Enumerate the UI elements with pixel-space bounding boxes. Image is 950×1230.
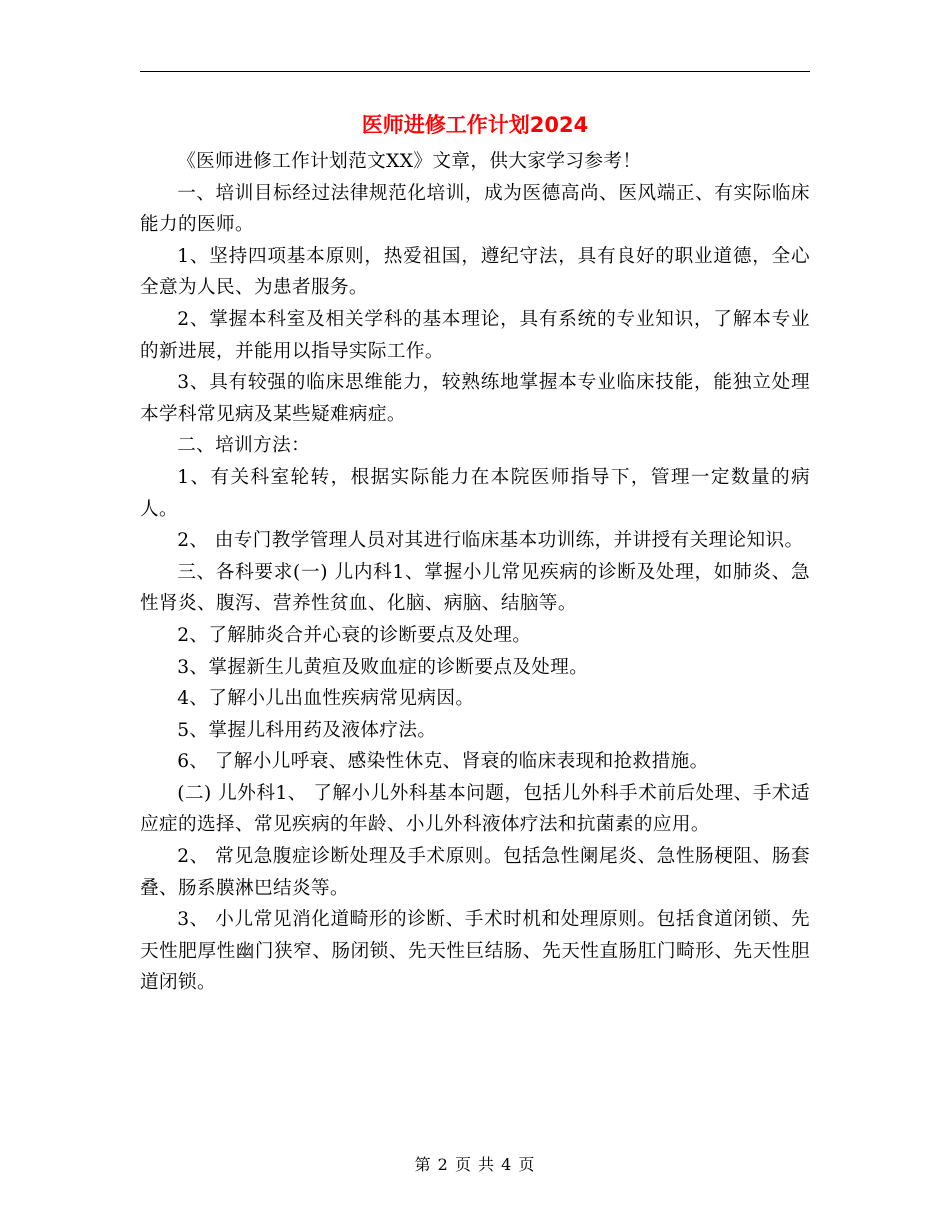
paragraph-method-1: 1、有关科室轮转，根据实际能力在本院医师指导下，管理一定数量的病人。 bbox=[140, 466, 810, 520]
paragraph-pediatrics-6: 6、 了解小儿呼衰、感染性休克、肾衰的临床表现和抢救措施。 bbox=[177, 751, 709, 773]
paragraph-pediatrics-1: 三、各科要求(一) 儿内科1、掌握小儿常见疾病的诊断及处理，如肺炎、急性肾炎、腹泻、营养性贫血、化脑、病脑、结脑等。 bbox=[140, 561, 810, 615]
paragraph-intro: 《医师进修工作计划范文XX》文章，供大家学习参考！ bbox=[177, 151, 642, 172]
paragraph-pediatrics-2: 2、了解肺炎合并心衰的诊断要点及处理。 bbox=[177, 624, 532, 646]
paragraph-pediatrics-4: 4、了解小儿出血性疾病常见病因。 bbox=[177, 688, 475, 710]
paragraph-pediatrics-5: 5、掌握儿科用药及液体疗法。 bbox=[177, 719, 437, 741]
paragraph-pediatric-surgery-1: (二) 儿外科1、 了解小儿外科基本问题，包括儿外科手术前后处理、手术适应症的选择、常见疾病的年龄、小儿外科液体疗法和抗菌素的应用。 bbox=[140, 782, 810, 836]
document-title: 医师进修工作计划2024 bbox=[361, 113, 589, 137]
page-number-footer: 第 2 页 共 4 页 bbox=[414, 1155, 536, 1174]
paragraph-goal-2: 2、掌握本科室及相关学科的基本理论，具有系统的专业知识，了解本专业的新进展，并能用以指导实际工作。 bbox=[140, 308, 810, 362]
paragraph-goal-3: 3、具有较强的临床思维能力，较熟练地掌握本专业临床技能，能独立处理本学科常见病及某些疑难病症。 bbox=[140, 372, 810, 425]
paragraph-method-2: 2、 由专门教学管理人员对其进行临床基本功训练，并讲授有关理论知识。 bbox=[177, 530, 804, 552]
document-body bbox=[140, 146, 810, 999]
paragraph-pediatric-surgery-3: 3、 小儿常见消化道畸形的诊断、手术时机和处理原则。包括食道闭锁、先天性肥厚性幽门狭窄、肠闭锁、先天性巨结肠、先天性直肠肛门畸形、先天性胆道闭锁。 bbox=[140, 909, 810, 994]
paragraph-training-goal: 一、培训目标经过法律规范化培训，成为医德高尚、医风端正、有实际临床能力的医师。 bbox=[140, 182, 810, 236]
paragraph-pediatric-surgery-2: 2、 常见急腹症诊断处理及手术原则。包括急性阑尾炎、急性肠梗阻、肠套叠、肠系膜淋巴结炎等。 bbox=[140, 846, 810, 899]
paragraph-training-method: 二、培训方法： bbox=[177, 435, 311, 457]
header-rule bbox=[140, 71, 810, 72]
paragraph-goal-1: 1、坚持四项基本原则，热爱祖国，遵纪守法，具有良好的职业道德，全心全意为人民、为患者服务。 bbox=[140, 245, 810, 299]
paragraph-pediatrics-3: 3、掌握新生儿黄疸及败血症的诊断要点及处理。 bbox=[177, 656, 589, 678]
